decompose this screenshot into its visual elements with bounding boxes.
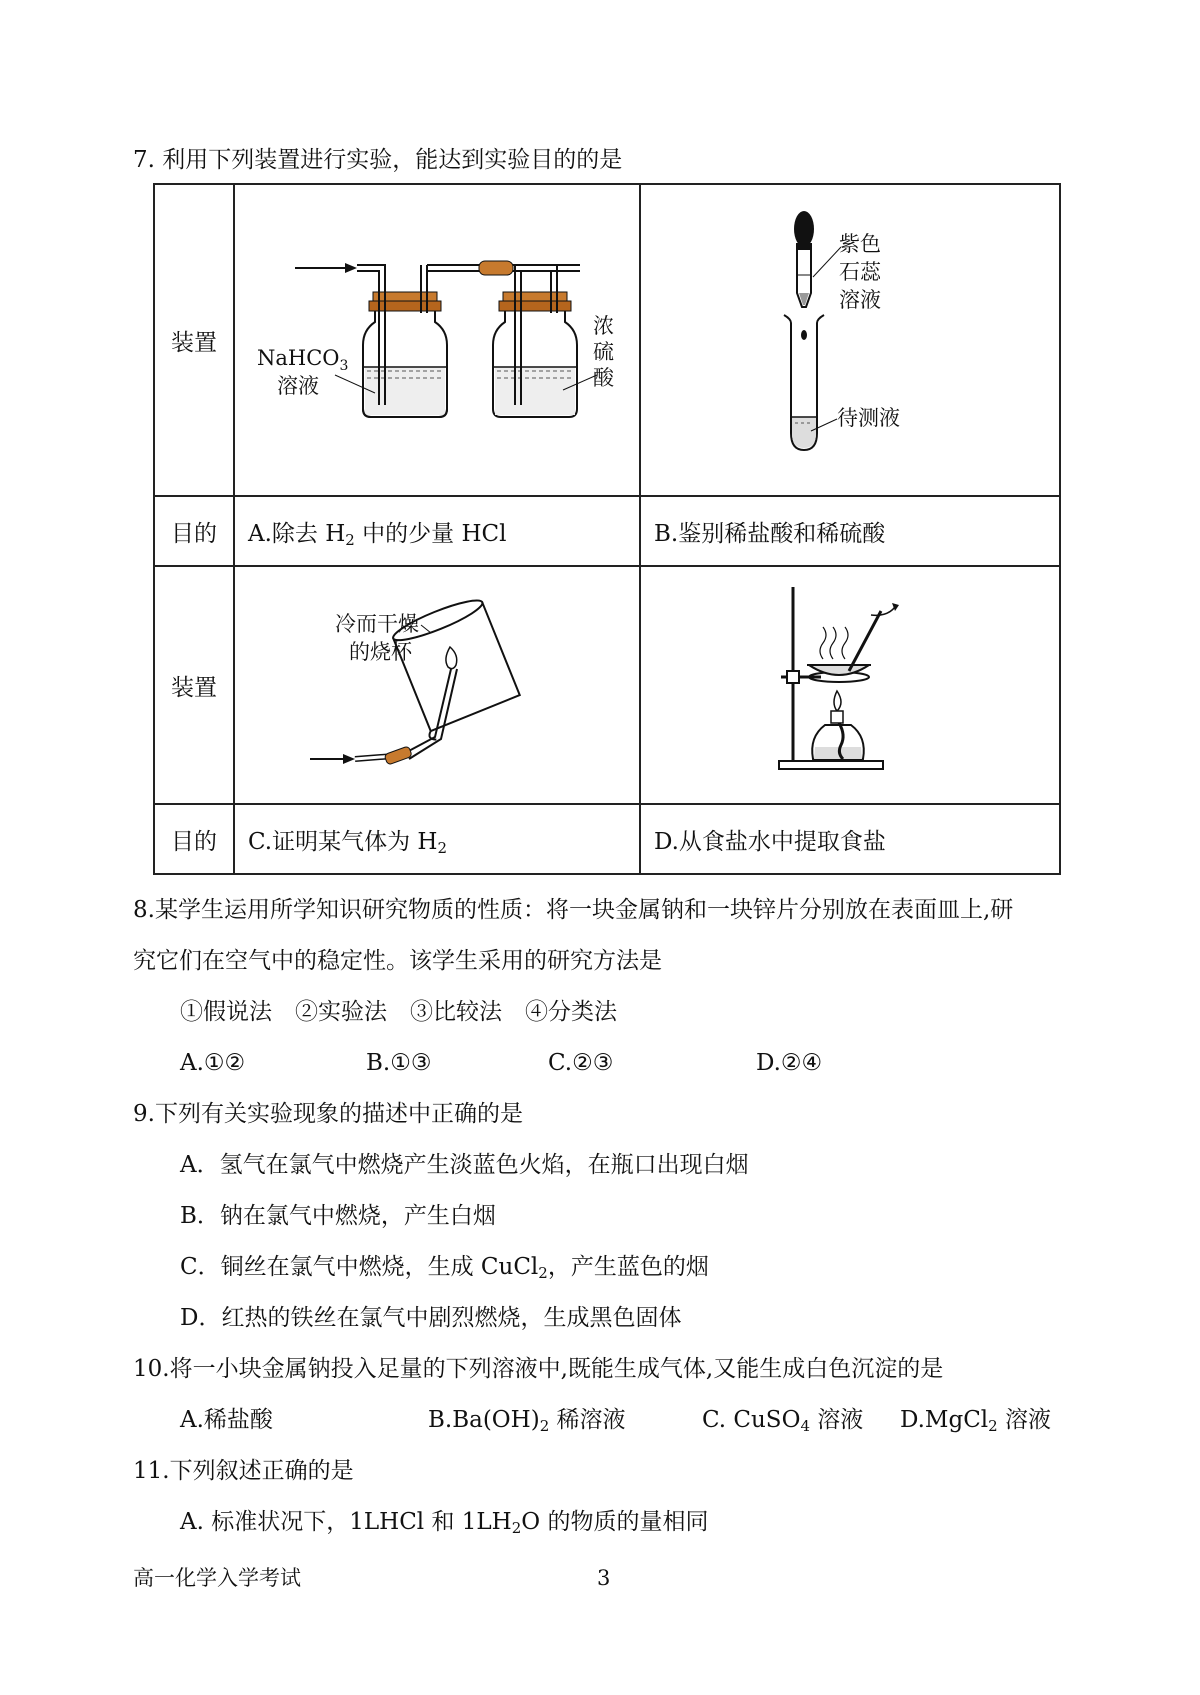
dropper-test-tube-figure xyxy=(641,185,1059,495)
apparatus-c-cell xyxy=(234,566,640,804)
apparatus-a-cell xyxy=(234,184,640,496)
row-label-purpose-1: 目的 xyxy=(154,496,234,566)
q9-option-b: B．钠在氯气中燃烧，产生白烟 xyxy=(180,1203,496,1229)
label-litmus: 石蕊 xyxy=(839,260,881,284)
q10-stem: 10.将一小块金属钠投入足量的下列溶液中,既能生成气体,又能生成白色沉淀的是 xyxy=(133,1356,944,1382)
purpose-a: A.除去 $H_2$ 中的少量 HCl xyxy=(234,496,640,566)
evaporating-dish-figure xyxy=(641,567,1059,803)
q9-stem: 9.下列有关实验现象的描述中正确的是 xyxy=(133,1101,523,1127)
label-nahco3-sub: 3 xyxy=(339,358,349,374)
footer-title: 高一化学入学考试 xyxy=(133,1566,301,1590)
q10-option-a: A.稀盐酸 xyxy=(180,1407,273,1433)
purpose-d: D.从食盐水中提取食盐 xyxy=(640,804,1060,874)
apparatus-d-cell xyxy=(640,566,1060,804)
row-label-purpose-2: 目的 xyxy=(154,804,234,874)
q9-option-d: D．红热的铁丝在氯气中剧烈燃烧，生成黑色固体 xyxy=(180,1305,682,1331)
gas-washing-bottles-figure xyxy=(235,185,639,495)
q9-option-c: C．铜丝在氯气中燃烧，生成 CuCl$_2$，产生蓝色的烟 xyxy=(180,1254,709,1282)
q8-methods: ①假说法 ②实验法 ③比较法 ④分类法 xyxy=(180,999,617,1025)
label-nahco3: NaHCO xyxy=(257,346,340,370)
row-label-apparatus-1: 装置 xyxy=(154,184,234,496)
q10-option-b: $B.Ba(OH)_2$ 稀溶液 xyxy=(428,1407,626,1435)
q8-option-b: B.①③ xyxy=(366,1050,432,1076)
q7-stem: 7. 利用下列装置进行实验，能达到实验目的的是 xyxy=(133,147,623,173)
label-solution-b: 溶液 xyxy=(839,288,881,312)
label-solution-a: 溶液 xyxy=(277,374,319,398)
beaker-flame-figure xyxy=(235,567,639,803)
svg-text:NaHCO3 xyxy=(257,346,348,374)
page-number: 3 xyxy=(597,1566,611,1590)
q8-stem-line2: 究它们在空气中的稳定性。该学生采用的研究方法是 xyxy=(133,948,662,974)
q8-option-d: D.②④ xyxy=(756,1050,823,1076)
label-cold-dry: 冷而干燥 xyxy=(335,612,419,636)
q8-option-c: C.②③ xyxy=(548,1050,614,1076)
row-label-apparatus-2: 装置 xyxy=(154,566,234,804)
purpose-b: B.鉴别稀盐酸和稀硫酸 xyxy=(640,496,1060,566)
q10-option-d: D.MgCl$_2$ 溶液 xyxy=(900,1407,1052,1435)
purpose-c: C.证明某气体为 $H_2$ xyxy=(234,804,640,874)
q7-table xyxy=(153,183,1061,875)
label-beaker: 的烧杯 xyxy=(349,640,412,664)
apparatus-b-cell xyxy=(640,184,1060,496)
label-conc-1: 浓 xyxy=(593,314,614,338)
label-purple: 紫色 xyxy=(839,232,881,256)
label-conc-2: 硫 xyxy=(593,340,614,364)
q10-option-c: C. CuSO$_4$ 溶液 xyxy=(702,1407,864,1435)
q8-stem-line1: 8.某学生运用所学知识研究物质的性质：将一块金属钠和一块锌片分别放在表面皿上,研 xyxy=(133,897,1014,923)
label-conc-3: 酸 xyxy=(593,366,614,390)
q9-option-a: A．氢气在氯气中燃烧产生淡蓝色火焰，在瓶口出现白烟 xyxy=(180,1152,749,1178)
q11-stem: 11.下列叙述正确的是 xyxy=(133,1458,354,1484)
q8-option-a: A.①② xyxy=(180,1050,246,1076)
label-test-liquid: 待测液 xyxy=(837,406,900,430)
q11-option-a: A. 标准状况下，1LHCl 和 $1LH_2O$ 的物质的量相同 xyxy=(180,1509,709,1537)
